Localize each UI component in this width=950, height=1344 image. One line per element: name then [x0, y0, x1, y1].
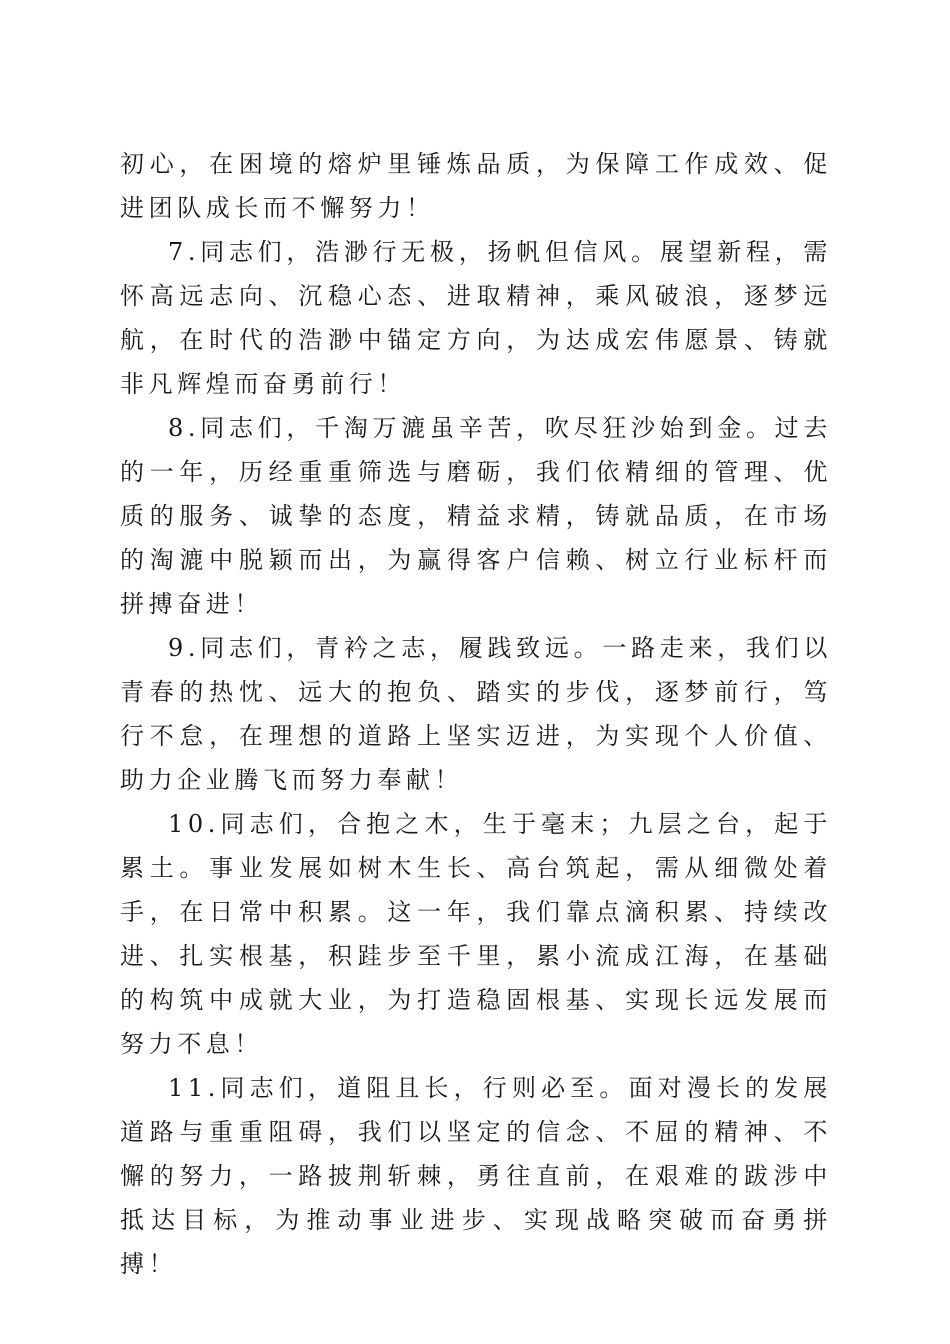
paragraph-continuation: 初心，在困境的熔炉里锤炼品质，为保障工作成效、促进团队成长而不懈努力！ [120, 150, 832, 222]
paragraph-11: 11.同志们，道阻且长，行则必至。面对漫长的发展道路与重重阻碍，我们以坚定的信念、不屈的精神、不懈的努力，一路披荆斩棘，勇往直前，在艰难的跋涉中抵达目标，为推动事业进步、实现战略突破而奋勇拼搏！ [120, 1074, 832, 1278]
paragraph-9: 9.同志们，青衿之志，履践致远。一路走来，我们以青春的热忱、远大的抱负、踏实的步伐，逐梦前行，笃行不怠，在理想的道路上坚实迈进，为实现个人价值、助力企业腾飞而努力奉献！ [120, 634, 832, 794]
document-body [120, 142, 832, 1286]
paragraph-10: 10.同志们，合抱之木，生于毫末；九层之台，起于累土。事业发展如树木生长、高台筑起，需从细微处着手，在日常中积累。这一年，我们靠点滴积累、持续改进、扎实根基，积跬步至千里，累小流成江海，在基础的构筑中成就大业，为打造稳固根基、实现长远发展而努力不息！ [120, 810, 832, 1058]
paragraph-8: 8.同志们，千淘万漉虽辛苦，吹尽狂沙始到金。过去的一年，历经重重筛选与磨砺，我们依精细的管理、优质的服务、诚挚的态度，精益求精，铸就品质，在市场的淘漉中脱颖而出，为赢得客户信赖、树立行业标杆而拼搏奋进！ [120, 414, 832, 618]
paragraph-7: 7.同志们，浩渺行无极，扬帆但信风。展望新程，需怀高远志向、沉稳心态、进取精神，乘风破浪，逐梦远航，在时代的浩渺中锚定方向，为达成宏伟愿景、铸就非凡辉煌而奋勇前行！ [120, 238, 832, 398]
